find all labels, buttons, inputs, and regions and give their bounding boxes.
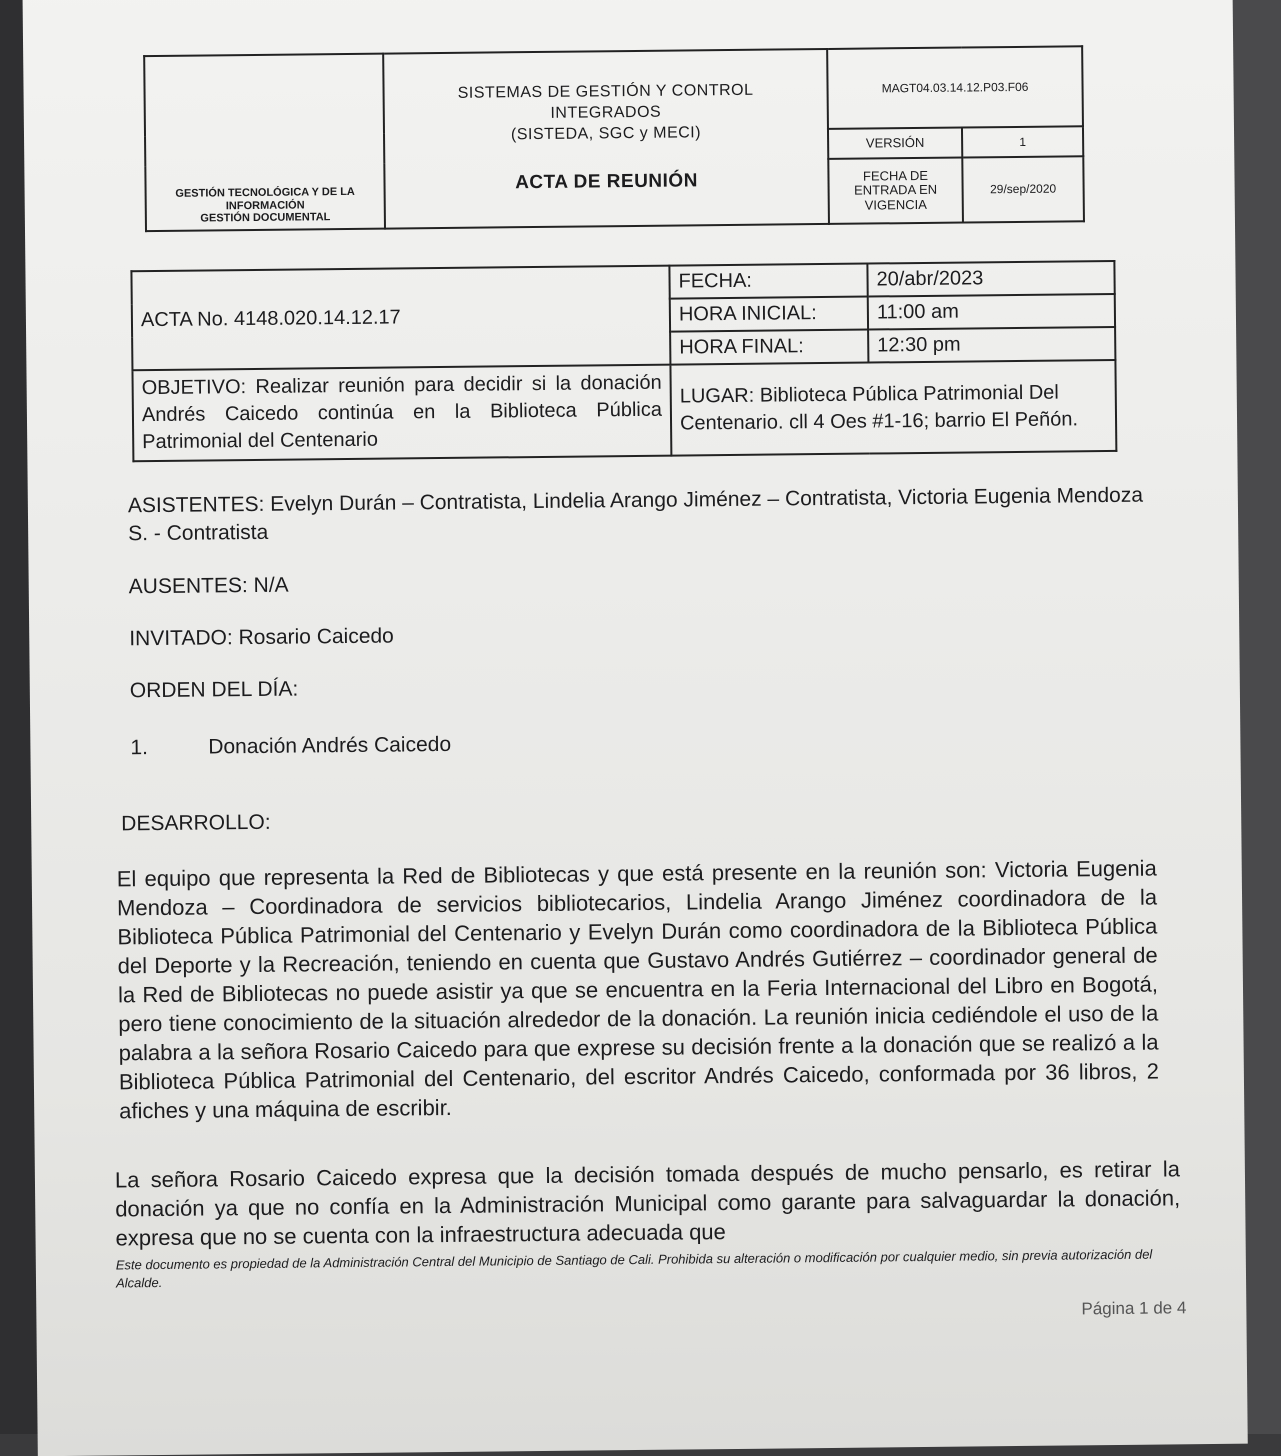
desarrollo-paragraph-2: La señora Rosario Caicedo expresa que la decisión tomada después de mucho pensarlo, es retirar la donación ya que no confía en la Administración Municipal como garante para salvaguardar la donación, expresa que no se cuenta con la infraestructura adecuada que <box>114 1156 1181 1251</box>
hora-inicial-label: HORA INICIAL: <box>670 297 868 332</box>
hora-inicial-value: 11:00 am <box>868 294 1115 330</box>
system-title-line-1: SISTEMAS DE GESTIÓN Y CONTROL <box>457 81 754 102</box>
department-line-1: GESTIÓN TECNOLÓGICA Y DE LA <box>175 185 355 200</box>
acta-table <box>130 260 1117 462</box>
system-title-line-3: (SISTEDA, SGC y MECI) <box>510 123 702 143</box>
asistentes: ASISTENTES: Evelyn Durán – Contratista, Lindelia Arango Jiménez – Contratista, Victoria Eugenia Mendoza S. - Contratista <box>127 483 1144 546</box>
invitado: INVITADO: Rosario Caicedo <box>129 624 394 651</box>
ausentes: AUSENTES: N/A <box>128 573 289 598</box>
agenda-item <box>130 725 1160 760</box>
department-line-2: INFORMACIÓN <box>225 199 305 212</box>
document-type: ACTA DE REUNIÓN <box>515 170 698 194</box>
hora-final-label: HORA FINAL: <box>670 330 868 365</box>
effective-date-value: 29/sep/2020 <box>962 156 1084 222</box>
page-number: Página 1 de 4 <box>1081 1298 1187 1319</box>
document-page <box>22 0 1248 1456</box>
lugar: LUGAR: Biblioteca Pública Patrimonial Del Centenario. cll 4 Oes #1-16; barrio El Peñón. <box>670 360 1116 456</box>
effective-date-label: FECHA DE ENTRADA EN VIGENCIA <box>828 157 963 224</box>
footer-note: Este documento es propiedad de la Administración Central del Municipio de Santiago de Cali. Prohibida su alteración o modificación por cualquier medio, sin previa autorización del Alcalde. <box>115 1246 1153 1291</box>
fecha-label: FECHA: <box>669 264 867 299</box>
header-table <box>143 45 1085 232</box>
hora-final-value: 12:30 pm <box>868 327 1115 363</box>
document-content <box>103 45 1187 1330</box>
agenda-item-number: 1. <box>130 735 149 760</box>
fecha-value: 20/abr/2023 <box>867 261 1114 297</box>
desarrollo-title: DESARROLLO: <box>121 810 271 836</box>
document-code: MAGT04.03.14.12.P03.F06 <box>827 46 1083 129</box>
version-value: 1 <box>962 126 1083 157</box>
department-line-3: GESTIÓN DOCUMENTAL <box>200 211 331 225</box>
desarrollo-paragraph-1: El equipo que representa la Red de Bibliotecas y que está presente en la reunión son: Victoria Eugenia Mendoza – Coordinadora de servicios bibliotecarios, Lindelia Arango Jiménez coordinadora de la Biblioteca Pública Patrimonial del Centenario y Evelyn Durán como coordinadora de la Biblioteca Pública del Deporte y la Recreación, teniendo en cuenta que Gustavo Andrés Gutiérrez – coordinador general de la Red de Bibliotecas no puede asistir ya que se encuentra en la Feria Internacional del Libro en Bogotá, pero tiene conocimiento de la situación alrededor de la donación. La reunión inicia cediéndole el uso de la palabra a la señora Rosario Caicedo para que exprese su decisión frente a la donación que se realizó a la Biblioteca Pública Patrimonial del Centenario, del escritor Andrés Caicedo, conformada por 36 libros, 2 afiches y una máquina de escribir. <box>116 855 1159 1124</box>
system-title-cell <box>383 49 829 229</box>
objetivo: OBJETIVO: Realizar reunión para decidir si la donación Andrés Caicedo continúa en la Biblioteca Pública Patrimonial del Centenario <box>132 365 671 462</box>
system-title-line-2: INTEGRADOS <box>550 103 662 122</box>
department-cell <box>144 54 385 231</box>
version-label: VERSIÓN <box>828 128 962 159</box>
agenda-item-text: Donación Andrés Caicedo <box>208 732 452 759</box>
acta-number: ACTA No. 4148.020.14.12.17 <box>131 266 670 371</box>
orden-del-dia-title: ORDEN DEL DÍA: <box>129 677 299 703</box>
